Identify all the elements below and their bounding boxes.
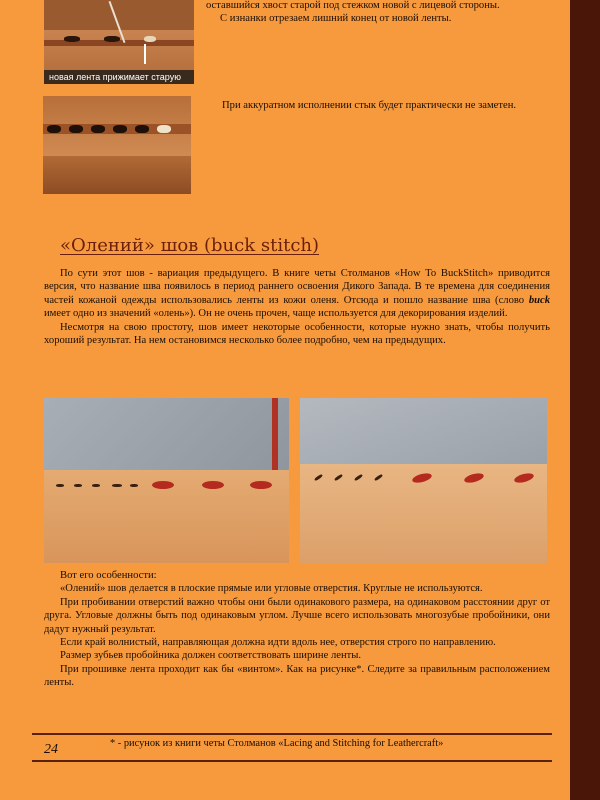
paragraph-1-start: По сути этот шов - вариация предыдущего. В книге четы Столманов «How To BuckStitch» приводится версия, что название шва появилось в период раннего освоения Дикого Запада. В те времена для соединения частей кожаной одежды использовались ленты из кожи оленя. Отсюда и пошло название шва (слово bbox=[44, 268, 550, 306]
paragraph-1-bold-word: buck bbox=[528, 294, 550, 306]
features-intro: Вот его особенности: bbox=[60, 570, 157, 581]
features-body bbox=[44, 569, 550, 690]
section-body bbox=[44, 267, 550, 347]
section-heading: «Олений» шов (buck stitch) bbox=[60, 235, 320, 256]
photo2-paragraph: При аккуратном исполнении стык будет практически не заметен. bbox=[222, 100, 517, 111]
photo2-text bbox=[206, 99, 556, 112]
page-number: 24 bbox=[44, 742, 58, 757]
top-text-line-2: С изнанки отрезаем лишний конец от новой ленты. bbox=[220, 13, 452, 25]
photo-buck-stitch-diagonal bbox=[300, 398, 547, 563]
feature-item: Если край волнистый, направляющая должна идти вдоль нее, отверстия строго по направлению. bbox=[60, 637, 496, 649]
decorative-side-strip bbox=[570, 0, 600, 800]
footer-divider-bottom bbox=[32, 760, 552, 762]
lace-stitch bbox=[250, 481, 272, 489]
lace-stitch bbox=[152, 481, 174, 489]
photo-caption: новая лента прижимает старую bbox=[44, 70, 194, 84]
paragraph-1-end: имеет одно из значений «олень»). Он не очень прочен, чаще используется для декорирования изделий. bbox=[44, 308, 508, 320]
feature-item: «Олений» шов делается в плоские прямые или угловые отверстия. Круглые не используются. bbox=[60, 583, 483, 595]
photo-lace-join-front bbox=[44, 0, 194, 84]
feature-item: При пробивании отверстий важно чтобы они были одинакового размера, на одинаковом расстоянии друг от друга. Угловые должны быть под одинаковым углом. Лучше всего использовать многозубые пробойники, они дадут нужный результат. bbox=[44, 596, 550, 635]
top-text-line-1: оставшийся хвост старой под стежком новой с лицевой стороны. bbox=[206, 0, 500, 11]
lace-stitch bbox=[202, 481, 224, 489]
photo-buck-stitch-angled bbox=[44, 398, 289, 563]
paragraph-2: Несмотря на свою простоту, шов имеет некоторые особенности, которые нужно знать, чтобы получить хороший результат. На нем остановимся несколько более подробно, чем на предыдущих. bbox=[44, 321, 550, 347]
footer-divider-top bbox=[32, 733, 552, 735]
top-text bbox=[206, 0, 556, 26]
feature-item: При прошивке лента проходит как бы «винтом». Как на рисунке*. Следите за правильным расположением ленты. bbox=[44, 663, 550, 689]
paragraph-1 bbox=[44, 267, 550, 321]
footnote: * - рисунок из книги четы Столманов «Lacing and Stitching for Leathercraft» bbox=[110, 738, 444, 749]
feature-item: Размер зубьев пробойника должен соответствовать ширине ленты. bbox=[60, 650, 362, 662]
photo-lace-join-result bbox=[43, 96, 191, 194]
